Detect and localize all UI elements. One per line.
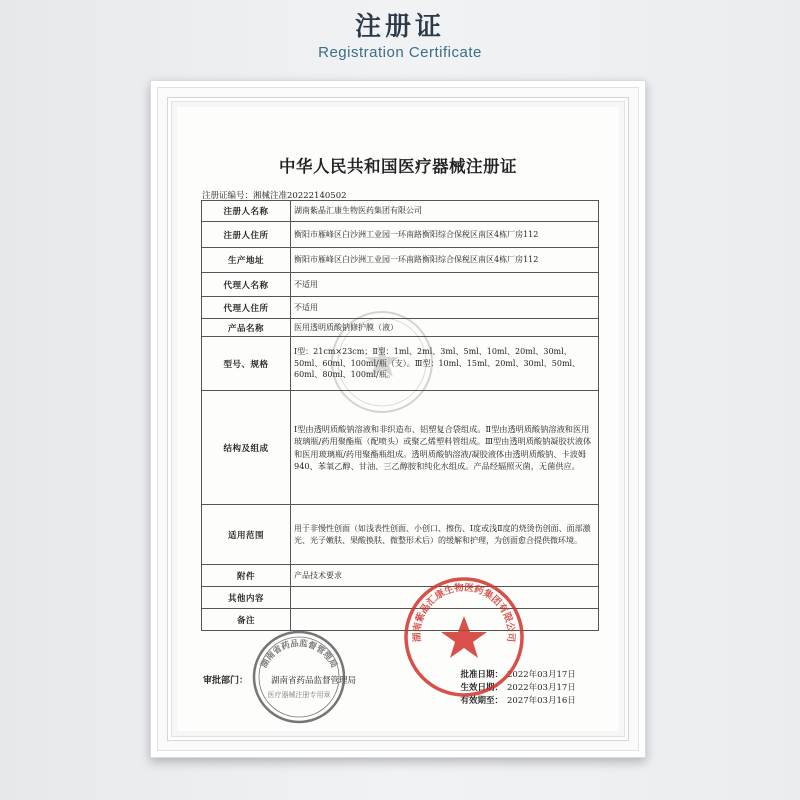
row-value: 用于非慢性创面（如浅表性创面、小创口、擦伤、Ⅰ度或浅Ⅱ度的烧烫伤创面、面部激光、光子嫩肤、果酸换肤、微整形术后）的缓解和护理，为创面愈合提供微环境。	[291, 505, 599, 565]
date-value: 2022年03月17日	[507, 670, 576, 680]
row-value: 不适用	[291, 273, 599, 297]
table-row	[202, 337, 599, 391]
certificate-title: 中华人民共和国医疗器械注册证	[279, 157, 517, 176]
table-row	[202, 391, 599, 505]
row-label: 备注	[202, 609, 291, 631]
table-row	[202, 565, 599, 587]
row-label: 代理人名称	[202, 273, 291, 297]
expiry-date	[455, 694, 595, 707]
approver-label: 审批部门：	[203, 676, 249, 686]
row-label: 代理人住所	[202, 297, 291, 319]
row-value	[291, 609, 599, 631]
row-label: 产品名称	[202, 319, 291, 337]
date-label: 生效日期：	[460, 683, 503, 693]
row-label: 附件	[202, 565, 291, 587]
approval-date	[455, 668, 595, 681]
table-row	[202, 319, 599, 337]
row-value: 产品技术要求	[291, 565, 599, 587]
certificate-table	[201, 200, 599, 631]
registration-number-label: 注册证编号：	[202, 191, 254, 201]
page-header	[0, 0, 800, 80]
svg-text:医疗器械注册专用章: 医疗器械注册专用章	[267, 691, 331, 699]
row-label: 注册人住所	[202, 222, 291, 248]
table-row	[202, 222, 599, 248]
row-value: 医用透明质酸钠修护膜（液）	[291, 319, 599, 337]
row-value	[291, 587, 599, 609]
page-title: 注册证	[354, 12, 445, 42]
svg-text:湖南紫晶汇康生物医药集团有限公司: 湖南紫晶汇康生物医药集团有限公司	[411, 582, 517, 643]
row-value: 衡阳市雁峰区白沙洲工业园一环南路衡阳综合保税区南区4栋厂房112	[291, 222, 599, 248]
date-value: 2027年03月16日	[507, 696, 576, 706]
date-value: 2022年03月17日	[507, 683, 576, 693]
row-label: 其他内容	[202, 587, 291, 609]
approval-section	[201, 665, 599, 735]
effective-date	[455, 681, 595, 694]
row-label: 适用范围	[202, 505, 291, 565]
date-block	[455, 668, 595, 707]
row-label: 结构及组成	[202, 391, 291, 505]
row-label: 生产地址	[202, 248, 291, 273]
row-value: 衡阳市雁峰区白沙洲工业园一环南路衡阳综合保税区南区4栋厂房112	[291, 248, 599, 273]
svg-text:湖南省药品监督管理局: 湖南省药品监督管理局	[259, 638, 339, 670]
table-row	[202, 505, 599, 565]
row-label: 注册人名称	[202, 201, 291, 222]
table-row	[202, 248, 599, 273]
date-label: 有效期至：	[460, 696, 503, 706]
approver-name: 湖南省药品监督管理局	[271, 676, 357, 686]
table-row	[202, 587, 599, 609]
certificate-paper	[177, 107, 619, 731]
table-row	[202, 273, 599, 297]
table-row	[202, 609, 599, 631]
page-subtitle: Registration Certificate	[318, 44, 482, 61]
registration-number-value: 湘械注准20222140502	[253, 191, 347, 201]
row-value: 不适用	[291, 297, 599, 319]
table-row	[202, 297, 599, 319]
row-value: 湖南紫晶汇康生物医药集团有限公司	[291, 201, 599, 222]
row-value: Ⅰ型由透明质酸钠溶液和非织造布、铝塑复合袋组成。Ⅱ型由透明质酸钠溶液和医用玻璃瓶/药用聚酯瓶（配喷头）或聚乙烯塑料管组成。Ⅲ型由透明质酸钠凝胶状液体和医用玻璃瓶/药用聚酯瓶组成。透明质酸钠溶液/凝胶液体由透明质酸钠、卡波姆940、苯氧乙醇、甘油、三乙醇胺和纯化水组成。产品经辐照灭菌，无菌供应。	[291, 391, 599, 505]
frame-mat	[167, 97, 629, 741]
row-label: 型号、规格	[202, 337, 291, 391]
table-row	[202, 201, 599, 222]
picture-frame	[150, 80, 646, 758]
date-label: 批准日期：	[460, 670, 503, 680]
row-value: Ⅰ型：21cm×23cm；Ⅱ型：1ml、2ml、3ml、5ml、10ml、20ml、30ml、50ml、60ml、100ml/瓶（支）。Ⅲ型：10ml、15ml、20ml、30ml、50ml、60ml、80ml、100ml/瓶。	[291, 337, 599, 391]
